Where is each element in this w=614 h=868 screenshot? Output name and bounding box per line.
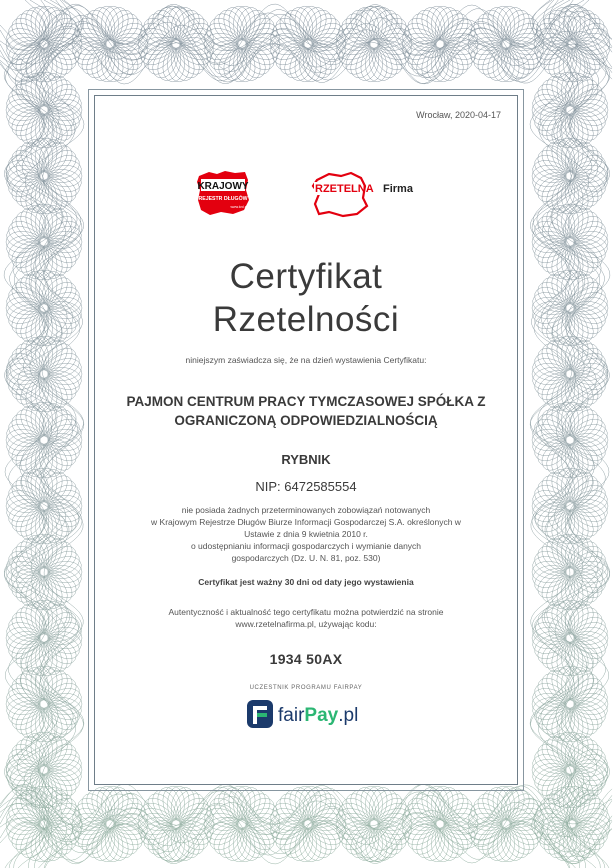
fairpay-part2: Pay	[304, 705, 339, 726]
fairpay-part3: .pl	[338, 705, 359, 726]
statement-line-4: o udostępnianiu informacji gospodarczych i wymianie danych	[190, 541, 422, 551]
program-label: UCZESTNIK PROGRAMU FAIRPAY	[249, 685, 363, 691]
verify-line-2: www.rzetelnafirma.pl, używając kodu:	[235, 619, 377, 629]
title-line-1: Certyfikat	[229, 257, 383, 296]
verify-line-1: Autentyczność i aktualność tego certyfikatu można potwierdzić na stronie	[168, 607, 444, 617]
company-name-line-2: OGRANICZONĄ ODPOWIEDZIALNOŚCIĄ	[174, 413, 438, 428]
company-nip: NIP: 6472585554	[255, 479, 357, 494]
company-city: RYBNIK	[281, 452, 331, 467]
statement-line-5: gospodarczych (Dz. U. N. 81, poz. 530)	[231, 553, 381, 563]
certificate-panel	[94, 95, 518, 785]
rf-logo-word2: Firma	[383, 183, 413, 195]
rzetelna-firma-logo	[309, 170, 421, 220]
fairpay-part1: fair	[278, 705, 305, 726]
statement-line-2: w Krajowym Rejestrze Długów Biurze Informacji Gospodarczej S.A. określonych w	[151, 517, 461, 527]
title-line-2: Rzetelności	[212, 300, 400, 339]
verification-code: 1934 50AX	[269, 651, 343, 667]
validity-note: Certyfikat jest ważny 30 dni od daty jego wystawienia	[198, 577, 414, 587]
krd-logo	[195, 170, 251, 216]
intro-text: niniejszym zaświadcza się, że na dzień wystawienia Certyfikatu:	[185, 355, 427, 365]
krd-logo-line1: KRAJOWY	[197, 181, 249, 192]
company-name-line-1: PAJMON CENTRUM PRACY TYMCZASOWEJ SPÓŁKA Z	[126, 394, 486, 409]
statement-line-1: nie posiada żadnych przeterminowanych zobowiązań notowanych	[181, 505, 431, 515]
issue-date: Wrocław, 2020-04-17	[416, 110, 501, 120]
statement-line-3: Ustawie z dnia 9 kwietnia 2010 r.	[244, 529, 368, 539]
fairpay-logo	[246, 697, 370, 731]
krd-logo-url: www.krd.pl	[230, 205, 248, 209]
rf-logo-word1: RZETELNA	[315, 183, 374, 195]
krd-logo-line2: REJESTR DŁUGÓW	[198, 196, 248, 202]
svg-text:fairPay.pl	[278, 705, 358, 726]
